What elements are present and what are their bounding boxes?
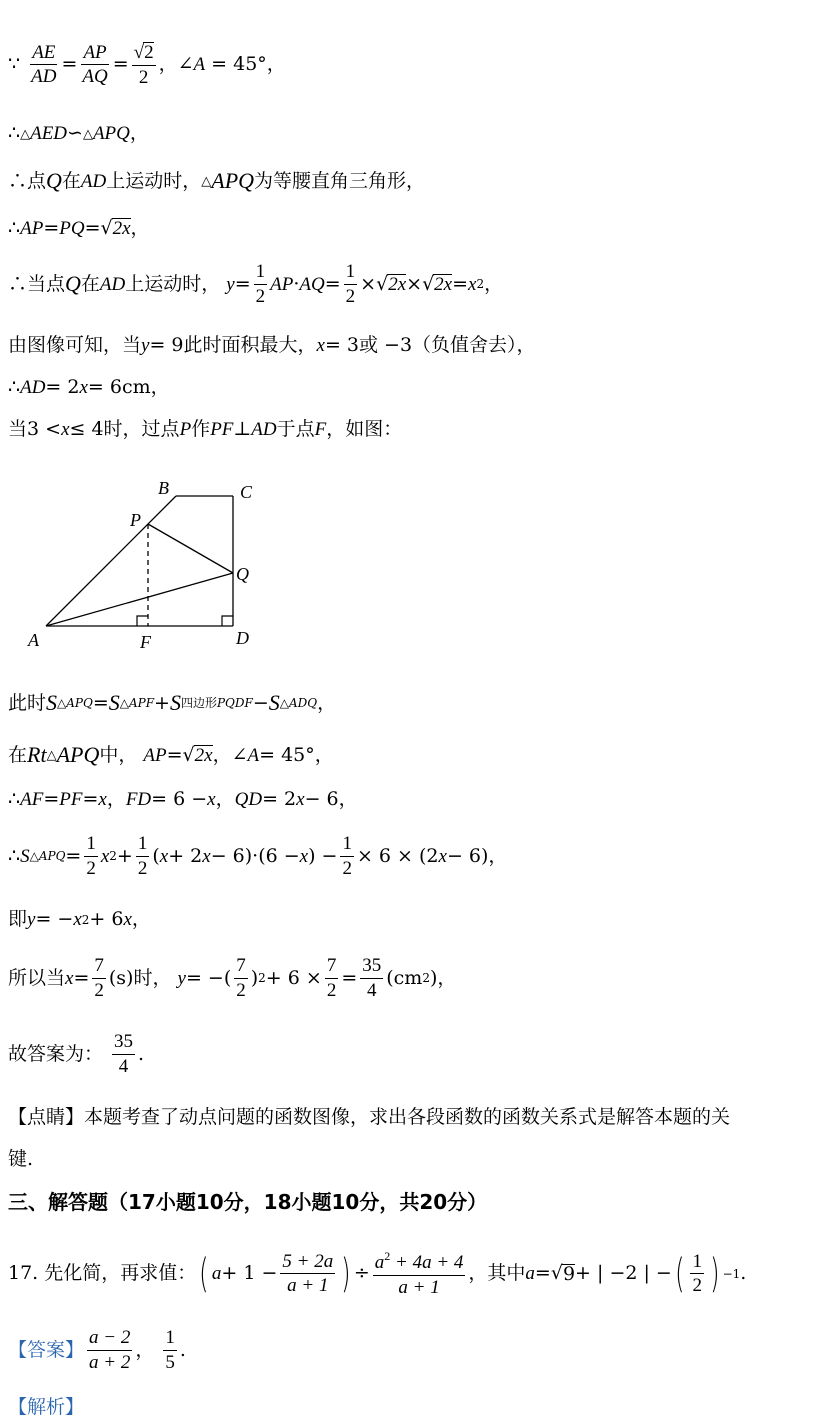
line-9: 此时 S △APQ = S △APF + S 四边形PQDF − S △ADQ ， <box>8 690 337 715</box>
label-f: F <box>140 632 151 652</box>
geometry-figure <box>20 476 270 656</box>
line-13: 即 y = − x 2 + 6 x ， <box>8 908 151 930</box>
answer-line: 【答案】 $\frac{a - 2}{a + 2}$ ， $\frac{1}{5}$ . <box>8 1327 186 1373</box>
line-4: ∴ AP = PQ = √ 2x ， <box>8 216 150 239</box>
line-7: ∴ AD = 2 x = 6cm， <box>8 376 170 398</box>
right-angle-f <box>137 616 148 626</box>
line-5: ∴当点 Q 在 AD 上运动时， y = $\frac{1}{2}$ AP · AQ = $\frac{1}{2}$ × √ 2x × √ 2x = x 2 ， <box>8 261 504 307</box>
segment-aq <box>46 573 233 626</box>
label-b: B <box>158 478 169 498</box>
line-16: 【点睛】本题考查了动点问题的函数图像，求出各段函数的函数关系式是解答本题的关 <box>8 1106 731 1128</box>
line-1: ∵ $\frac{AE}{AD}$ = $\frac{AP}{AQ}$ = $\frac{√2}{2}$ ，∠A = 45°， <box>8 41 286 88</box>
fraction-root2-2: $\frac{√2}{2}$ <box>133 42 154 88</box>
line-2: ∴ △ AED ∽ △ APQ ， <box>8 122 149 144</box>
label-d: D <box>236 628 249 648</box>
label-a: A <box>28 630 39 650</box>
label-p: P <box>130 510 141 530</box>
line-12: ∴ S △APQ = $\frac{1}{2}$ x 2 + $\frac{1}{2}$ ( x + 2 x − 6)·(6 − x ) − $\frac{1}{2}$ × 6 × (2 x − 6)， <box>8 833 508 879</box>
line-11: ∴ AF = PF = x ， FD = 6 − x ， QD = 2 x − 6， <box>8 788 358 810</box>
question-17: 17. 先化简，再求值： ( a + 1 − $\frac{5 + 2a}{a + 1}$ ) ÷ $\frac{a^2 + 4a + 4}{a + 1}$ ，其中 a = √ 9 + | −2 | − ( $\frac{1}{2}$ ) −1 . <box>8 1249 747 1298</box>
edge-ab <box>46 496 176 626</box>
fraction-ap-aq: $\frac{AP}{AQ}$ <box>82 41 108 88</box>
label-c: C <box>240 482 253 502</box>
line-6: 由图像可知，当 y = 9此时面积最大， x = 3或 −3（负值舍去）， <box>8 334 536 356</box>
line-17: 键. <box>8 1148 34 1170</box>
analysis-label: 【解析】 <box>8 1396 85 1418</box>
segment-pq <box>148 524 233 573</box>
line-14: 所以当 x = $\frac{7}{2}$ (s)时， y = −( $\frac{7}{2}$ ) 2 + 6 × $\frac{7}{2}$ = $\frac{35}{4}$ (cm 2 )， <box>8 955 457 1001</box>
line-3: ∴点 Q 在 AD 上运动时， △ APQ 为等腰直角三角形， <box>8 168 426 193</box>
section-heading: 三、解答题（17小题10分，18小题10分，共20分） <box>8 1190 488 1214</box>
right-angle-d <box>222 616 233 626</box>
line-10: 在 Rt △ APQ 中， AP = √ 2x ，∠ A = 45°， <box>8 742 334 767</box>
label-q: Q <box>236 564 249 584</box>
fraction-ae-ad: $\frac{AE}{AD}$ <box>31 41 57 88</box>
line-15: 故答案为： $\frac{35}{4}$ . <box>8 1031 145 1077</box>
line-8: 当3 < x ≤ 4时，过点 P 作 PF ⊥ AD 于点 F ，如图： <box>8 418 403 440</box>
